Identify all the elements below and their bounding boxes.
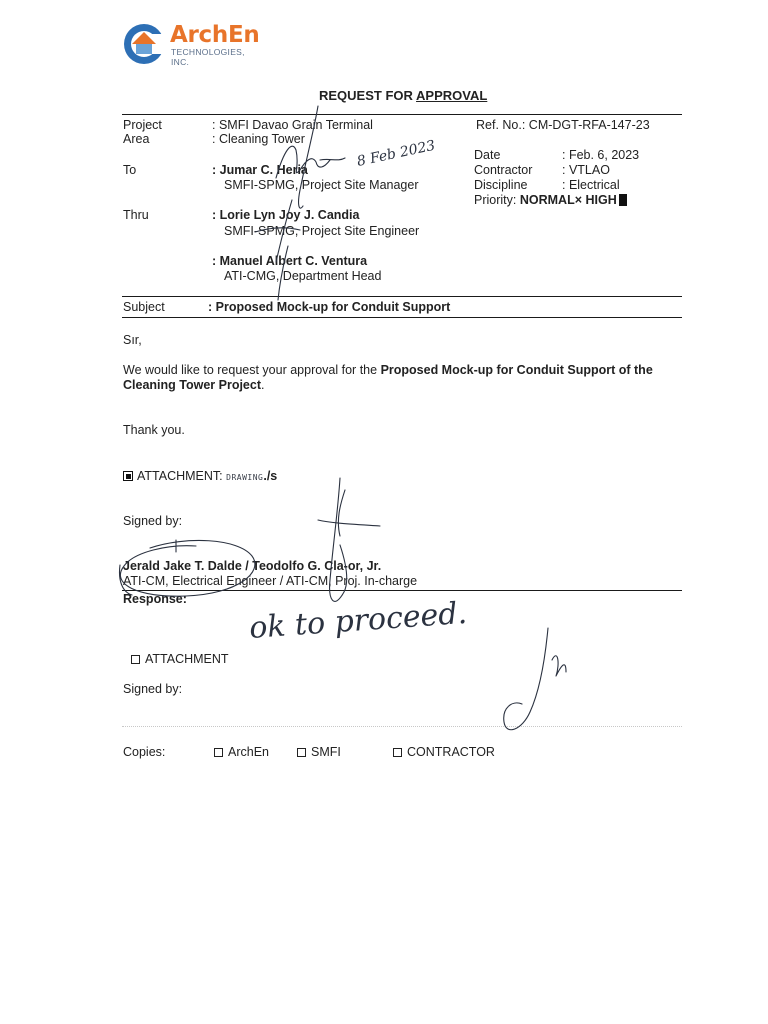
signer-roles: ATI-CM, Electrical Engineer / ATI-CM, Proj. In-charge xyxy=(123,574,418,588)
contractor-label: Contractor xyxy=(474,163,533,177)
subject-label: Subject xyxy=(123,300,165,314)
response-label: Response: xyxy=(123,592,187,606)
thru-role-2: ATI-CMG, Department Head xyxy=(224,269,382,283)
reference-number: Ref. No.: CM-DGT-RFA-147-23 xyxy=(476,118,650,132)
date-handwritten: 8 Feb 2023 xyxy=(355,137,437,170)
title-emphasis: APPROVAL xyxy=(416,88,488,103)
title-prefix: REQUEST FOR xyxy=(319,88,413,103)
attachment-suffix: ./s xyxy=(263,469,278,483)
copy-label-smfi: SMFI xyxy=(311,745,341,759)
to-label: To xyxy=(123,163,137,177)
request-bold-2: of the Cleaning Tower Project xyxy=(123,363,653,392)
to-name: : Jumar C. Heria xyxy=(212,163,308,177)
response-signed-by: Signed by: xyxy=(123,682,183,696)
copy-label-archen: ArchEn xyxy=(228,745,269,759)
attachment-handwritten: DRAWING xyxy=(226,473,264,482)
company-name: ArchEn xyxy=(170,22,260,48)
thru-name-1: : Lorie Lyn Joy J. Candia xyxy=(212,208,360,222)
contractor-value: : VTLAO xyxy=(562,163,610,177)
thru-role-1: SMFI-SPMG, Project Site Engineer xyxy=(224,224,420,238)
response-attachment-label: ATTACHMENT xyxy=(145,652,229,666)
thru-signature xyxy=(255,200,300,262)
approver-signature xyxy=(276,106,345,208)
thru-name-2: : Manuel Albert C. Ventura xyxy=(212,254,368,268)
request-lead: We would like to request your approval for the xyxy=(123,363,378,377)
project-value: : SMFI Davao Grain Terminal xyxy=(212,118,373,132)
thru-signature-2 xyxy=(278,246,288,300)
area-label: Area xyxy=(123,132,150,146)
signed-by-label: Signed by: xyxy=(123,514,183,528)
copy-label-contractor: CONTRACTOR xyxy=(407,745,495,759)
area-value: : Cleaning Tower xyxy=(212,132,305,146)
project-label: Project xyxy=(123,118,162,132)
signer-signature-large xyxy=(318,478,380,601)
company-subtitle: TECHNOLOGIES, INC. xyxy=(171,47,245,67)
thru-label: Thru xyxy=(123,208,149,222)
signer-names: Jerald Jake T. Dalde / Teodolfo G. Cla-or, Jr. xyxy=(123,559,382,573)
date-label: Date xyxy=(474,148,501,162)
request-bold-1: Proposed Mock-up for Conduit Support xyxy=(380,363,616,377)
discipline-value: : Electrical xyxy=(562,178,620,192)
attachment-label: ATTACHMENT: xyxy=(137,469,223,483)
subject-value: : Proposed Mock-up for Conduit Support xyxy=(208,300,451,314)
response-initials xyxy=(504,628,566,730)
date-value: : Feb. 6, 2023 xyxy=(562,148,640,162)
priority-value: NORMAL× HIGH xyxy=(519,193,617,207)
response-handwritten: ok to proceed. xyxy=(248,595,469,646)
signer-signature-loop xyxy=(120,540,255,596)
salutation: Sır, xyxy=(123,333,142,347)
thanks: Thank you. xyxy=(123,423,185,437)
to-role: SMFI-SPMG, Project Site Manager xyxy=(224,178,419,192)
copies-label: Copies: xyxy=(123,745,166,759)
priority-label: Priority: xyxy=(474,193,517,207)
discipline-label: Discipline xyxy=(474,178,528,192)
request-end: . xyxy=(261,378,265,392)
